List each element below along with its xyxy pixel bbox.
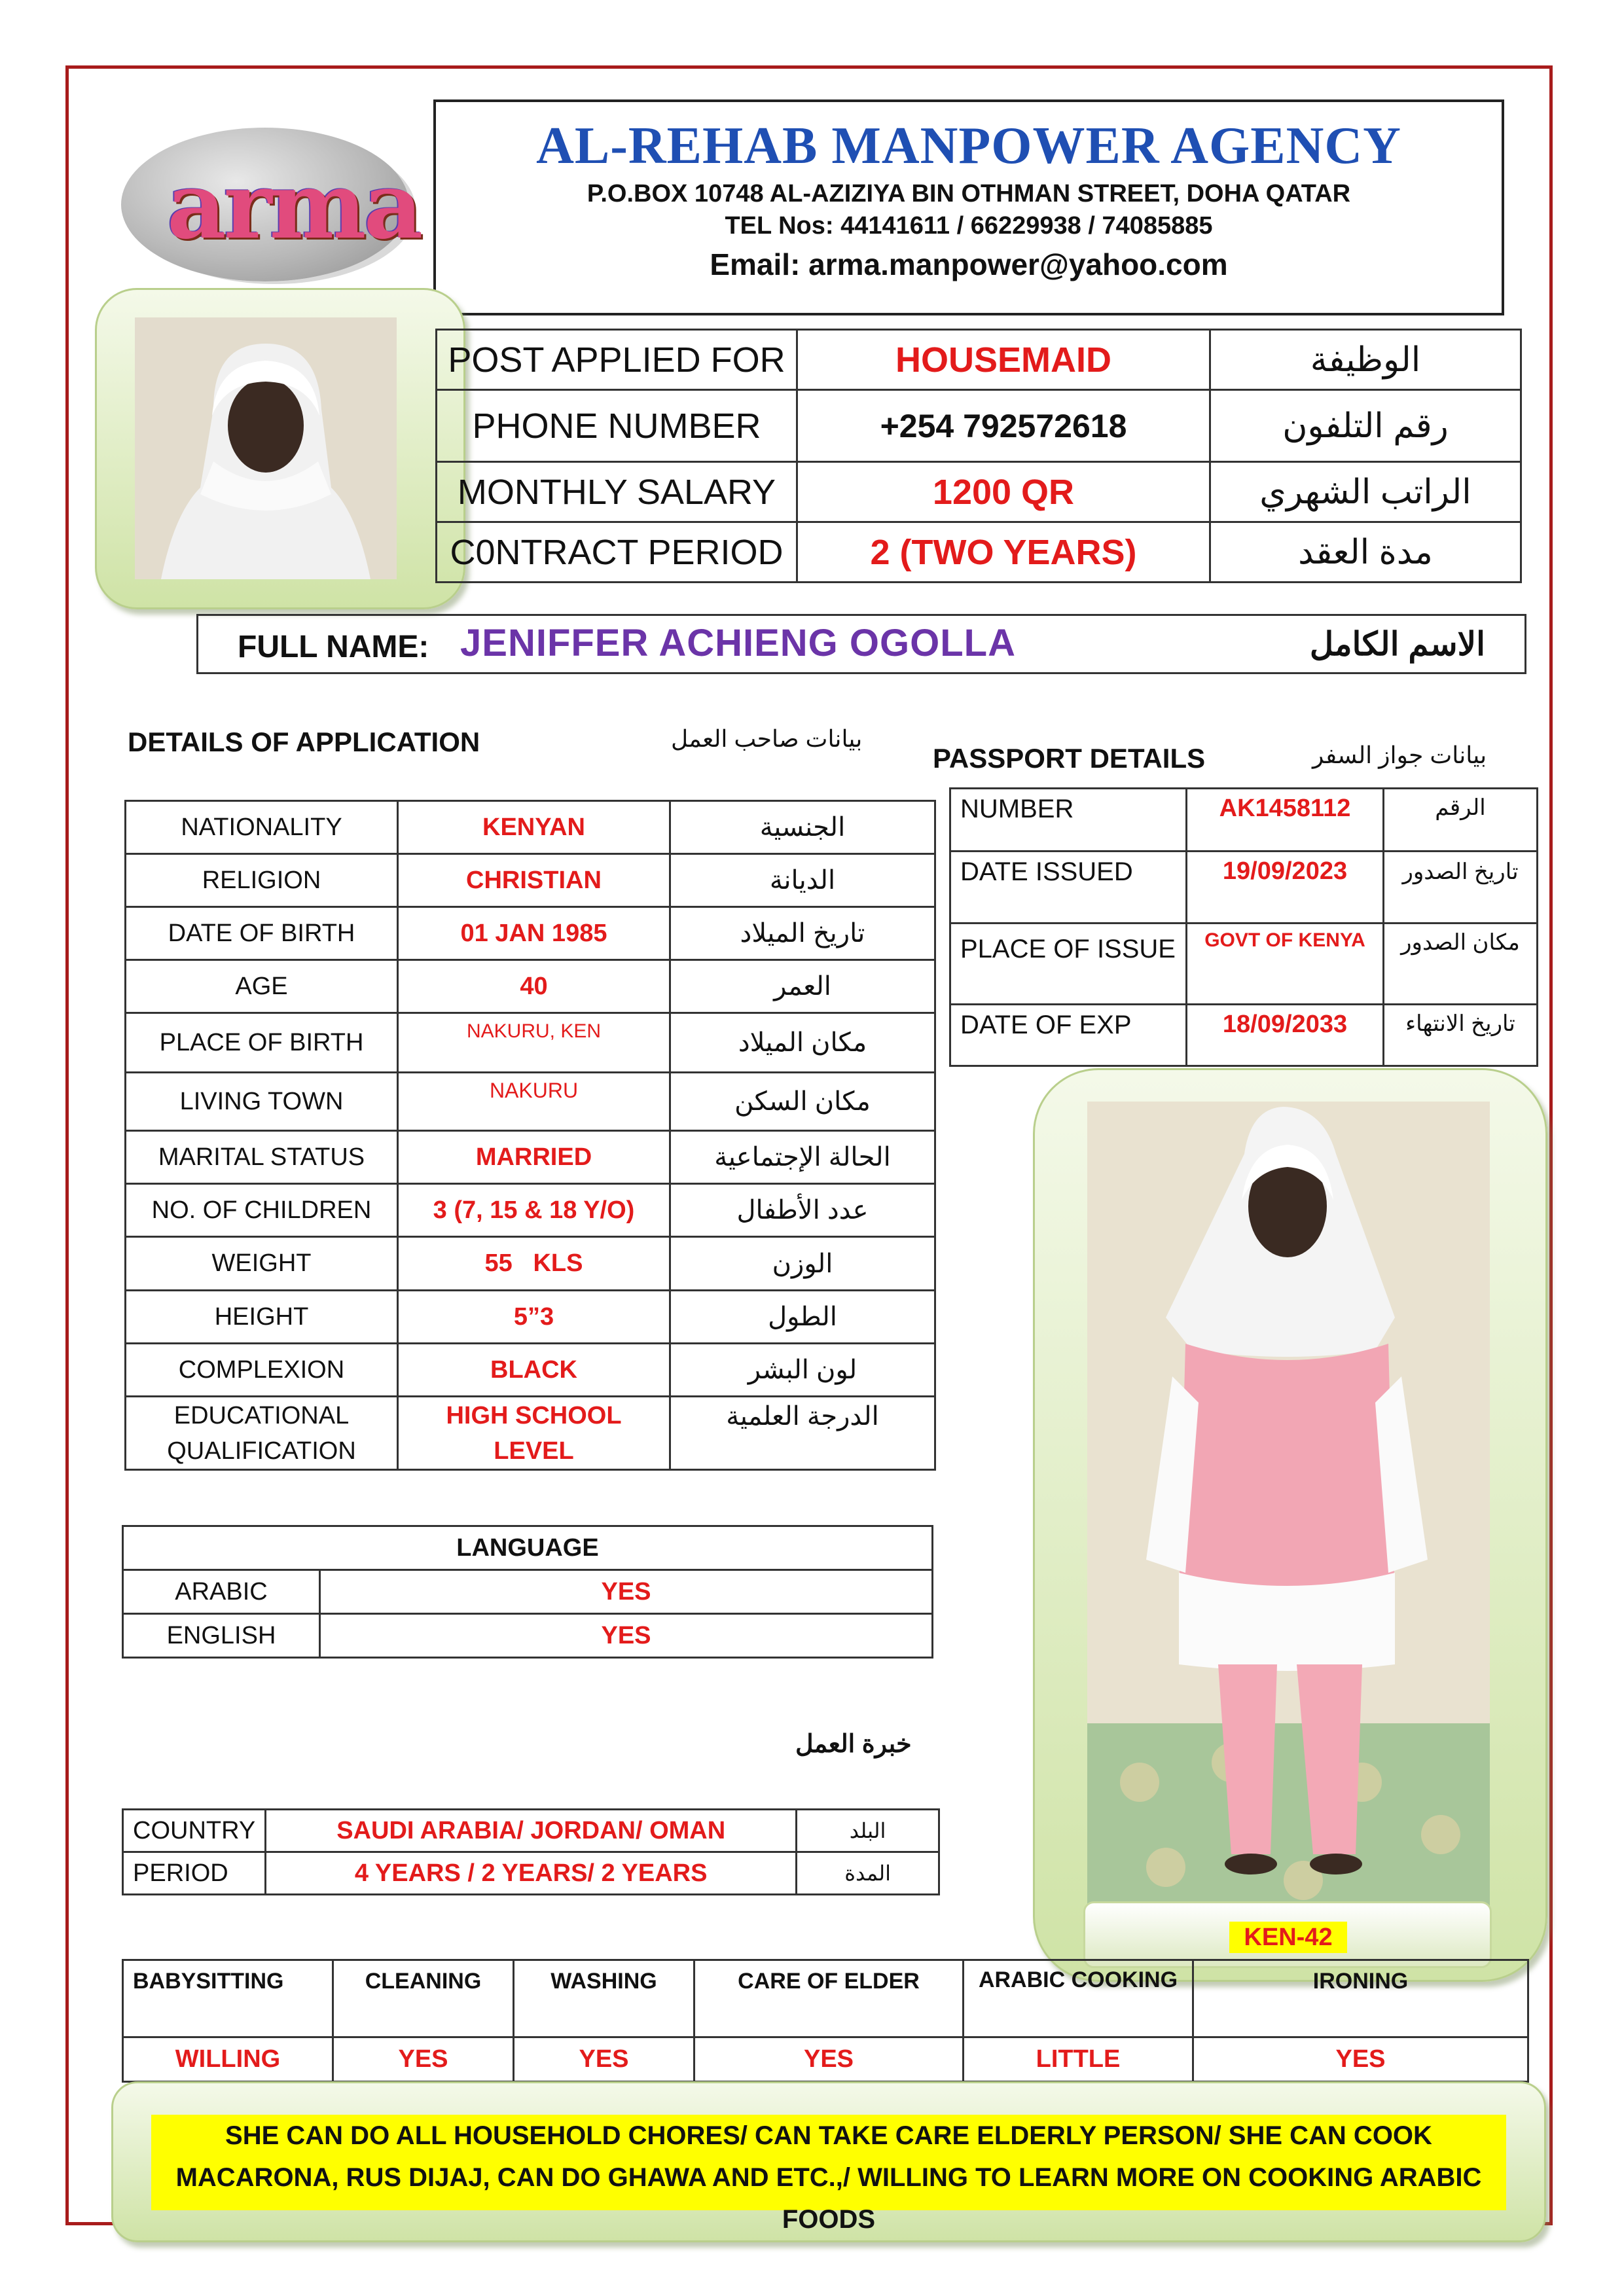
agency-tel: TEL Nos: 44141611 / 66229938 / 74085885 [725,212,1213,240]
table-row [950,789,1538,852]
education-arabic: الدرجة العلمية [670,1397,935,1470]
agency-name: AL-REHAB MANPOWER AGENCY [536,117,1401,175]
dob-value: 01 JAN 1985 [398,907,670,960]
language-table [122,1525,933,1659]
living-town-arabic: مكان السكن [670,1073,935,1131]
table-row [123,1526,933,1570]
height-label: HEIGHT [126,1291,398,1344]
date-exp-label: DATE OF EXP [950,1005,1187,1066]
post-value: HOUSEMAID [797,330,1210,390]
passport-number-label: NUMBER [950,789,1187,852]
weight-label: WEIGHT [126,1237,398,1291]
phone-value: +254 792572618 [797,390,1210,462]
age-arabic: العمر [670,960,935,1013]
post-label: POST APPLIED FOR [437,330,797,390]
table-row [123,2037,1528,2082]
main-info-table [435,329,1522,583]
marital-label: MARITAL STATUS [126,1131,398,1184]
age-label: AGE [126,960,398,1013]
skill-value-care-elder: YES [695,2037,964,2082]
skill-value-cleaning: YES [333,2037,514,2082]
religion-value: CHRISTIAN [398,854,670,907]
ref-code: KEN-42 [1229,1922,1347,1953]
contract-value: 2 (TWO YEARS) [797,522,1210,583]
religion-label: RELIGION [126,854,398,907]
salary-label: MONTHLY SALARY [437,462,797,522]
phone-arabic: رقم التلفون [1210,390,1521,462]
date-exp-arabic: تاريخ الانتهاء [1384,1005,1538,1066]
full-body-photo-frame [1033,1068,1547,1982]
application-title: DETAILS OF APPLICATION [128,726,480,757]
period-label: PERIOD [123,1852,266,1895]
portrait-photo-frame [95,288,465,609]
place-issue-value: GOVT OF KENYA [1187,924,1384,1005]
table-row [126,960,935,1013]
english-lang-label: ENGLISH [123,1614,320,1658]
table-row [123,1570,933,1614]
passport-title-arabic: بيانات جواز السفر [1312,742,1487,768]
table-row [126,1013,935,1073]
country-label: COUNTRY [123,1810,266,1852]
logo-text: arma [167,152,421,260]
table-row [123,1614,933,1658]
children-arabic: عدد الأطفال [670,1184,935,1237]
nationality-label: NATIONALITY [126,801,398,854]
skill-value-washing: YES [514,2037,695,2082]
table-row [123,1852,939,1895]
contract-label: C0NTRACT PERIOD [437,522,797,583]
passport-title: PASSPORT DETAILS [933,743,1206,774]
table-row [437,330,1521,390]
full-body-photo [1087,1102,1490,1908]
work-experience-table [122,1808,940,1895]
complexion-value: BLACK [398,1344,670,1397]
nationality-value: KENYAN [398,801,670,854]
table-row [437,462,1521,522]
table-row [126,801,935,854]
full-name-value: JENIFFER ACHIENG OGOLLA [460,622,1016,664]
table-row [126,1344,935,1397]
weight-arabic: الوزن [670,1237,935,1291]
country-value: SAUDI ARABIA/ JORDAN/ OMAN [266,1810,797,1852]
table-row [126,1131,935,1184]
salary-value: 1200 QR [797,462,1210,522]
table-row [126,1291,935,1344]
work-experience-title: خبرة العمل [795,1731,912,1758]
application-title-arabic: بيانات صاحب العمل [671,725,863,752]
place-issue-arabic: مكان الصدور [1384,924,1538,1005]
date-exp-value: 18/09/2033 [1187,1005,1384,1066]
place-issue-label: PLACE OF ISSUE [950,924,1187,1005]
weight-value: 55 KLS [398,1237,670,1291]
skill-header-arabic-cooking: ARABIC COOKING [964,1960,1193,2037]
skills-table [122,1959,1529,2083]
skill-header-care-elder: CARE OF ELDER [695,1960,964,2037]
date-issued-value: 19/09/2023 [1187,852,1384,924]
education-label: EDUCATIONAL QUALIFICATION [126,1397,398,1470]
table-row [126,1237,935,1291]
skill-value-babysitting: WILLING [123,2037,333,2082]
country-arabic: البلد [797,1810,939,1852]
agency-logo [121,128,421,281]
ref-code-tag [1083,1901,1492,1968]
table-row [437,390,1521,462]
nationality-arabic: الجنسية [670,801,935,854]
table-row [950,924,1538,1005]
table-row [126,1073,935,1131]
dob-label: DATE OF BIRTH [126,907,398,960]
arabic-lang-label: ARABIC [123,1570,320,1614]
children-label: NO. OF CHILDREN [126,1184,398,1237]
contract-arabic: مدة العقد [1210,522,1521,583]
complexion-arabic: لون البشر [670,1344,935,1397]
pob-label: PLACE OF BIRTH [126,1013,398,1073]
agency-header [433,99,1504,315]
complexion-label: COMPLEXION [126,1344,398,1397]
salary-arabic: الراتب الشهري [1210,462,1521,522]
language-title: LANGUAGE [123,1526,933,1570]
table-row [126,1184,935,1237]
table-row [437,522,1521,583]
passport-number-arabic: الرقم [1384,789,1538,852]
application-table [124,800,936,1471]
skill-header-cleaning: CLEANING [333,1960,514,2037]
table-row [950,1005,1538,1066]
remarks-box [111,2081,1546,2242]
full-name-arabic: الاسم الكامل [1309,626,1485,662]
height-arabic: الطول [670,1291,935,1344]
table-row [126,907,935,960]
date-issued-arabic: تاريخ الصدور [1384,852,1538,924]
pob-arabic: مكان الميلاد [670,1013,935,1073]
post-arabic: الوظيفة [1210,330,1521,390]
dob-arabic: تاريخ الميلاد [670,907,935,960]
table-row [126,854,935,907]
table-row [950,852,1538,924]
table-row [126,1397,935,1470]
period-value: 4 YEARS / 2 YEARS/ 2 YEARS [266,1852,797,1895]
remarks-text: SHE CAN DO ALL HOUSEHOLD CHORES/ CAN TAKE CARE ELDERLY PERSON/ SHE CAN COOK MACARONA, RUS DIJAJ, CAN DO GHAWA AND ETC.,/ WILLING TO LEARN MORE ON COOKING ARABIC FOODS [151,2115,1506,2210]
marital-value: MARRIED [398,1131,670,1184]
children-value: 3 (7, 15 & 18 Y/O) [398,1184,670,1237]
passport-table [949,787,1538,1067]
period-arabic: المدة [797,1852,939,1895]
arabic-lang-value: YES [320,1570,933,1614]
skill-header-babysitting: BABYSITTING [123,1960,333,2037]
table-row [123,1810,939,1852]
agency-address: P.O.BOX 10748 AL-AZIZIYA BIN OTHMAN STREET, DOHA QATAR [586,180,1351,207]
height-value: 5”3 [398,1291,670,1344]
skill-header-washing: WASHING [514,1960,695,2037]
full-name-box [196,614,1526,674]
age-value: 40 [398,960,670,1013]
skill-value-ironing: YES [1193,2037,1528,2082]
skill-value-arabic-cooking: LITTLE [964,2037,1193,2082]
english-lang-value: YES [320,1614,933,1658]
table-row [123,1960,1528,2037]
passport-number-value: AK1458112 [1187,789,1384,852]
living-town-value: NAKURU [398,1073,670,1131]
full-name-label: FULL NAME: [238,630,429,664]
portrait-photo [135,317,397,579]
religion-arabic: الديانة [670,854,935,907]
education-value: HIGH SCHOOL LEVEL [398,1397,670,1470]
pob-value: NAKURU, KEN [398,1013,670,1073]
marital-arabic: الحالة الإجتماعية [670,1131,935,1184]
date-issued-label: DATE ISSUED [950,852,1187,924]
skill-header-ironing: IRONING [1193,1960,1528,2037]
agency-email: Email: arma.manpower@yahoo.com [710,247,1228,281]
phone-label: PHONE NUMBER [437,390,797,462]
living-town-label: LIVING TOWN [126,1073,398,1131]
